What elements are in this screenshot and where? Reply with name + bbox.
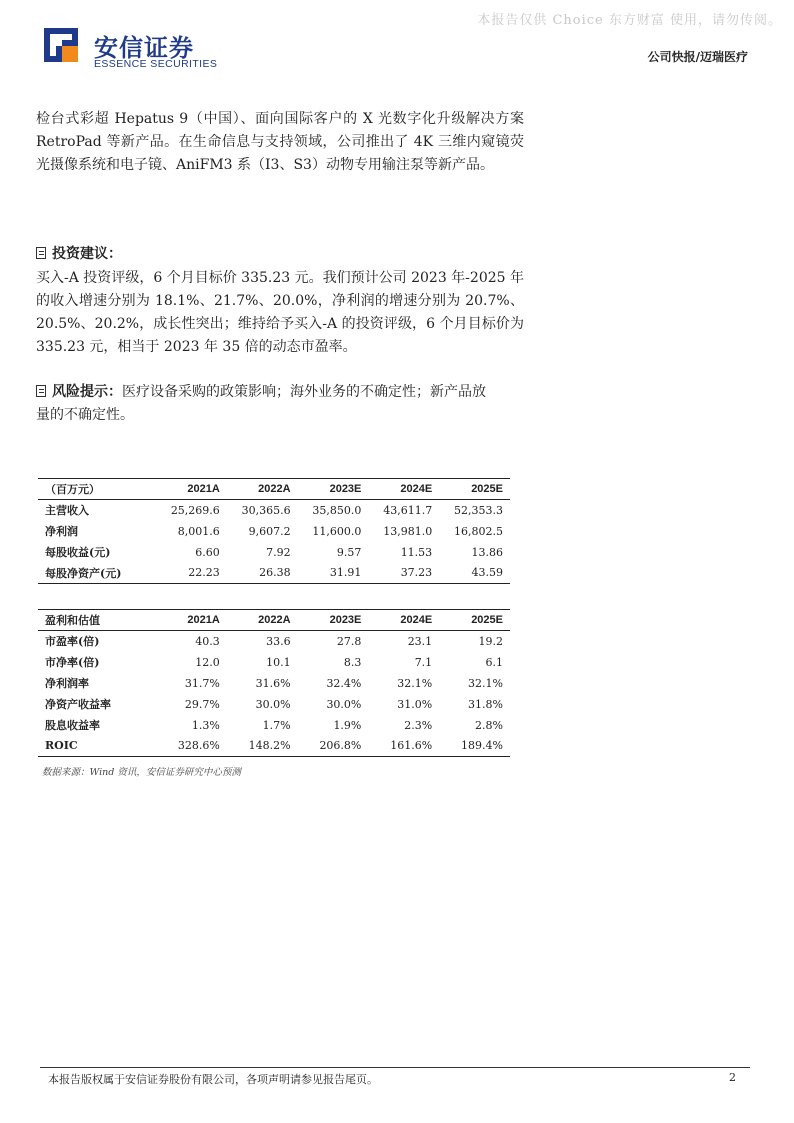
table-cell: 32.1% (397, 676, 433, 690)
table-cell: 10.1 (266, 655, 291, 669)
table-header-cell: 2023E (298, 610, 369, 631)
table-row (38, 521, 510, 542)
table-row (38, 500, 510, 521)
table-header-cell: （百万元） (38, 479, 156, 500)
table-row (38, 631, 510, 652)
table-row (38, 694, 510, 715)
table-header-cell: 2021A (156, 610, 227, 631)
footer-disclaimer: 本报告版权属于安信证券股份有限公司，各项声明请参见报告尾页。 (48, 1073, 378, 1086)
table-cell: 29.7% (184, 697, 220, 711)
table-cell: 52,353.3 (454, 503, 503, 517)
table-cell: 43,611.7 (383, 503, 433, 517)
row-label: 净利润率 (45, 677, 89, 690)
document-icon (36, 385, 46, 397)
row-label: 每股净资产(元) (38, 563, 156, 584)
table-cell: 12.0 (195, 655, 220, 669)
invest-paragraph: 买入-A 投资评级，6 个月目标价 335.23 元。我们预计公司 2023 年-2025 年的收入增速分别为 18.1%、21.7%、20.0%，净利润的增速分别为 20.7%、20.5%、20.2%，成长性突出；维持给予买入-A 的投资评级，6 个月目标价为 335.23 元，相当于 2023 年 35 倍的动态市盈率。 (36, 270, 524, 355)
table-header-cell: 2021A (156, 479, 227, 500)
table-cell: 8.3 (343, 655, 362, 669)
table-row (38, 563, 510, 584)
table-cell: 43.59 (439, 563, 510, 584)
table-cell: 31.7% (184, 676, 220, 690)
financial-summary-table (38, 478, 510, 584)
table-cell: 16,802.5 (454, 524, 503, 538)
table-cell: 6.1 (485, 655, 503, 669)
table-cell: 13.86 (471, 545, 503, 559)
page-number: 2 (729, 1071, 736, 1084)
table-cell: 206.8% (298, 736, 369, 757)
table-header-row (38, 479, 510, 500)
table-cell: 31.8% (468, 697, 503, 711)
table-row (38, 652, 510, 673)
table-cell: 7.92 (266, 545, 291, 559)
table-cell: 1.7% (262, 718, 291, 732)
table-cell: 27.8 (336, 634, 362, 648)
table-cell: 1.3% (191, 718, 220, 732)
row-label: 市盈率(倍) (45, 635, 100, 649)
table-cell: 31.6% (255, 676, 291, 690)
table-row (38, 542, 510, 563)
table-cell: 31.0% (397, 697, 433, 711)
table-header-cell: 2025E (439, 610, 510, 631)
row-label: 主营收入 (45, 504, 89, 518)
risk-section (36, 381, 496, 427)
table-header-cell: 2022A (227, 610, 298, 631)
table-cell: 189.4% (439, 736, 510, 757)
table-cell: 25,269.6 (170, 503, 220, 517)
table-cell: 2.3% (404, 718, 433, 732)
table-cell: 161.6% (368, 736, 439, 757)
table-row (38, 715, 510, 736)
table-header-cell: 2022A (227, 479, 298, 500)
table-cell: 35,850.0 (312, 503, 362, 517)
table-cell: 19.2 (478, 634, 503, 648)
table-row (38, 673, 510, 694)
report-type: 公司快报/迈瑞医疗 (647, 50, 748, 64)
table-cell: 30.0% (255, 697, 291, 711)
table-row (38, 736, 510, 757)
row-label: 市净率(倍) (45, 656, 100, 669)
row-label: 股息收益率 (45, 719, 100, 732)
table-cell: 9.57 (336, 545, 362, 559)
logo-text-en: ESSENCE SECURITIES (94, 58, 218, 70)
table-cell: 6.60 (195, 545, 220, 559)
table-cell: 32.4% (326, 676, 362, 690)
table-cell: 33.6 (266, 634, 291, 648)
logo-mark-icon (44, 28, 78, 62)
row-label: 净资产收益率 (45, 698, 111, 711)
table-header-cell: 2024E (368, 479, 439, 500)
row-label: ROIC (38, 736, 156, 757)
table-cell: 23.1 (407, 634, 433, 648)
table-cell: 30,365.6 (241, 503, 291, 517)
intro-paragraph: 检台式彩超 Hepatus 9（中国）、面向国际客户的 X 光数字化升级解决方案 RetroPad 等新产品。在生命信息与支持领域，公司推出了 4K 三维内窥镜荧光摄像系统和电子镜、AniFM3 系（I3、S3）动物专用输注泵等新产品。 (36, 111, 524, 173)
table-cell: 13,981.0 (383, 524, 433, 538)
watermark: 本报告仅供 Choice 东方财富 使用，请勿传阅。 (477, 13, 782, 28)
table-header-cell: 盈利和估值 (38, 610, 156, 631)
valuation-table (38, 609, 510, 757)
table-header-row (38, 610, 510, 631)
table-cell: 40.3 (195, 634, 220, 648)
risk-body-text: 医疗设备采购的政策影响；海外业务的不确定性；新产品放量的不确定性。 (36, 384, 486, 423)
table-cell: 22.23 (156, 563, 227, 584)
table-cell: 1.9% (333, 718, 362, 732)
table-header-cell: 2025E (439, 479, 510, 500)
table-cell: 9,607.2 (248, 524, 291, 538)
table-cell: 26.38 (227, 563, 298, 584)
table-header-cell: 2024E (368, 610, 439, 631)
logo-text-cn: 安信证券 (94, 34, 194, 62)
table-cell: 31.91 (298, 563, 369, 584)
row-label: 净利润 (45, 525, 78, 538)
invest-title-text: 投资建议： (52, 246, 122, 262)
invest-section-title (36, 243, 122, 266)
data-source-note: 数据来源：Wind 资讯，安信证券研究中心预测 (42, 767, 241, 778)
table-cell: 37.23 (368, 563, 439, 584)
table-cell: 32.1% (468, 676, 503, 690)
table-cell: 2.8% (475, 718, 503, 732)
footer-divider (40, 1067, 750, 1068)
table-cell: 30.0% (326, 697, 362, 711)
row-label: 每股收益(元) (45, 546, 111, 559)
table-header-cell: 2023E (298, 479, 369, 500)
table-cell: 11.53 (400, 545, 433, 559)
table-cell: 11,600.0 (312, 524, 362, 538)
table-cell: 8,001.6 (177, 524, 220, 538)
table-cell: 328.6% (156, 736, 227, 757)
table-cell: 7.1 (414, 655, 433, 669)
risk-title-text: 风险提示： (52, 384, 122, 400)
company-logo (44, 28, 224, 72)
table-cell: 148.2% (227, 736, 298, 757)
document-icon (36, 247, 46, 259)
